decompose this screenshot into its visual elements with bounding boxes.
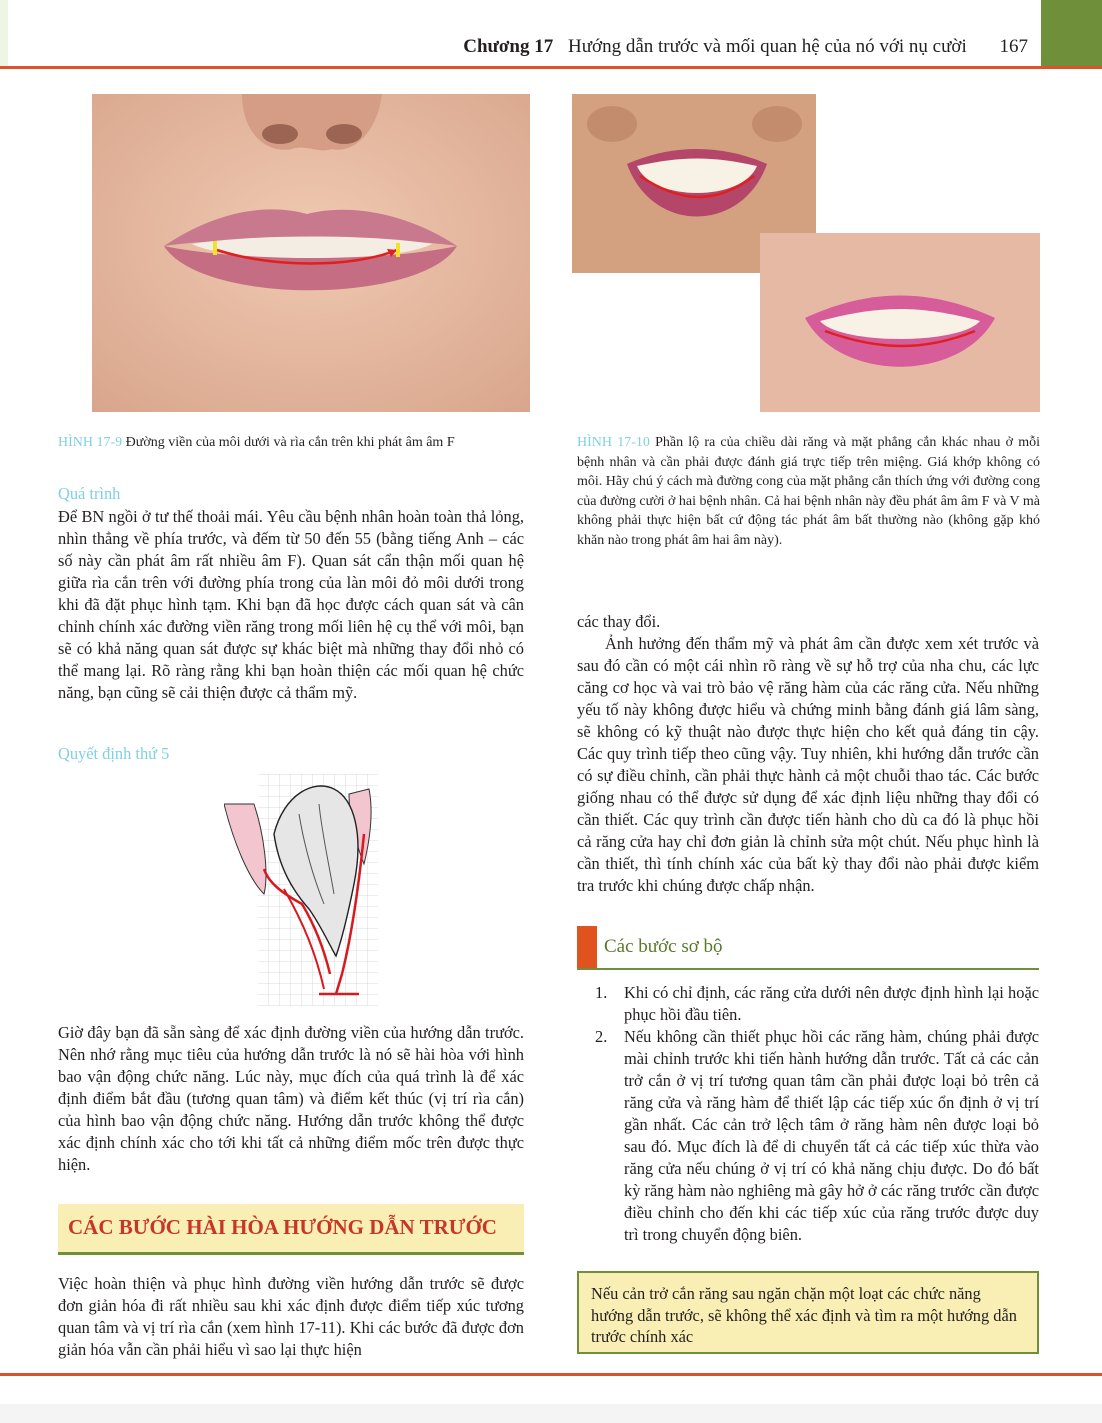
chapter-label: Chương (463, 36, 530, 57)
subsection-marker (577, 926, 597, 968)
heading-process: Quá trình (58, 484, 121, 503)
list-item (577, 982, 1039, 1026)
list-item (577, 1026, 1039, 1246)
paragraph-main-text: Ảnh hưởng đến thẩm mỹ và phát âm cần được xem xét trước và sau đó cần có một cái nhìn rõ ràng về sự hỗ trợ của nha chu, các lực căng cơ học và vai trò bảo vệ răng hàm của các răng cửa. Nếu những yếu tố này không được hiểu và chứng minh bằng đánh giá lâm sàng, sẽ không có kỹ thuật nào được thực hiện cho kết quả đáng tin cậy. Các quy trình tiếp theo cũng vậy. Tuy nhiên, khi hướng dẫn trước cần có sự điều chỉnh, cần phải thực hành cả một chuỗi thao tác. Các bước giống nhau có thể được sử dụng để xác định liệu những thay đổi có cần thiết. Các quy trình cần được tiến hành cho dù ca đó là phục hồi cả răng cửa hay chỉ đơn giản là chỉnh sửa một chút. Nếu phục hình là cần thiết, thì tính chính xác của bất kỳ thay đổi nào phải được kiểm tra trước khi chúng được chấp nhận. (577, 634, 1039, 895)
paragraph-continued (577, 611, 1039, 897)
chapter-title: Hướng dẫn trước và mối quan hệ của nó với nụ cười (568, 36, 967, 57)
step-number: 1. (595, 983, 608, 1002)
step-number: 2. (595, 1027, 608, 1046)
section-title-box (58, 1204, 524, 1255)
section-title: CÁC BƯỚC HÀI HÒA HƯỚNG DẪN TRƯỚC (68, 1215, 497, 1239)
paragraph-continued-text: các thay đổi. (577, 612, 661, 631)
tooth-diagram (224, 774, 384, 1006)
subsection-title: Các bước sơ bộ (604, 936, 723, 957)
paragraph-decision-text: Giờ đây bạn đã sẵn sàng để xác định đường viền của hướng dẫn trước. Nên nhớ rằng mục tiêu của hướng dẫn trước là nó sẽ hài hòa với hình bao vận động chức năng. Lúc này, mục đích của quá trình là để xác định điểm bắt đầu (tương quan tâm) và điểm kết thúc (vị trí rìa cắn) của hình bao vận động chức năng. Hướng dẫn trước không thể được xác định chính xác cho tới khi tất cả những điểm mốc trên được thực hiện. (58, 1023, 524, 1174)
figure-17-9-label: HÌNH 17-9 (58, 435, 123, 450)
chapter-number: 17 (534, 36, 554, 57)
figure-17-10-label: HÌNH 17-10 (577, 435, 650, 450)
figure-17-10-caption (577, 433, 1040, 550)
figure-17-9-caption-text: Đường viền của môi dưới và rìa cắn trên khi phát âm âm F (125, 435, 455, 450)
paragraph-process-text: Để BN ngồi ở tư thế thoải mái. Yêu cầu bệnh nhân hoàn toàn thả lỏng, nhìn thẳng về phía trước, và đếm từ 50 đến 55 (bằng tiếng Anh – các số này cần phát âm rất nhiều âm F). Quan sát cẩn thận mối quan hệ giữa rìa cắn trên với đường phía trong của làn môi đỏ môi dưới trong khi đã đặt phục hình tạm. Khi bạn đã học được cách quan sát và cân chỉnh chính xác đường viền răng trong mối liên hệ cụ thể với môi, bạn sẽ có khả năng quan sát được sự khác biệt mà những thay đổi nhỏ có thể mang lại. Rõ ràng rằng khi bạn hoàn thiện các mối quan hệ chức năng, bạn cũng sẽ cải thiện được cả thẩm mỹ. (58, 507, 524, 702)
note-text: Nếu cản trở cắn răng sau ngăn chặn một loạt các chức năng hướng dẫn trước, sẽ không thể xác định và tìm ra một hướng dẫn trước chính xác (591, 1284, 1017, 1346)
header-chapter-tab (1041, 0, 1102, 66)
footer-rule (0, 1373, 1102, 1376)
figure-17-9-photo (92, 94, 530, 412)
step-text: Nếu không cần thiết phục hồi các răng hàm, chúng phải được mài chỉnh trước khi tiến hành hướng dẫn trước. Tất cả các cản trở cắn ở vị trí tương quan tâm cần phải được loại bỏ trên cả răng cửa và răng hàm để thiết lập các tiếp xúc ổn định ở vị trí gần nhất. Các cản trở lệch tâm ở răng hàm nên được loại bỏ sau đó. Mục đích là để di chuyển tất cả các tiếp xúc thừa vào răng cửa nếu chúng ở vị trí có khả năng chịu được. Do đó bất kỳ răng hàm nào nghiêng mà gây hở ở các răng trước cần được điều chỉnh cho đến khi các tiếp xúc của răng trước được duy trì trong chuyển động biên. (624, 1027, 1039, 1244)
footer-band (0, 1404, 1102, 1423)
steps-list (577, 982, 1039, 1246)
header-left-strip (0, 0, 8, 66)
figure-17-9-caption (58, 433, 528, 453)
header-rule (0, 66, 1102, 69)
paragraph-process (58, 506, 524, 704)
paragraph-decision (58, 1022, 524, 1176)
subsection-rule (577, 968, 1039, 970)
note-box (577, 1271, 1039, 1354)
running-head (463, 36, 1028, 58)
paragraph-section (58, 1273, 524, 1361)
page-number: 167 (999, 36, 1028, 57)
heading-decision: Quyết định thứ 5 (58, 744, 170, 763)
paragraph-section-text: Việc hoàn thiện và phục hình đường viền hướng dẫn trước sẽ được đơn giản hóa đi rất nhiều sau khi xác định được điểm tiếp xúc tương quan tâm và vị trí rìa cắn (xem hình 17-11). Khi các bước đã được đơn giản hóa vẫn cần phải hiểu vì sao lại thực hiện (58, 1274, 524, 1359)
figure-17-10-caption-text: Phần lộ ra của chiều dài răng và mặt phẳng cắn khác nhau ở mỗi bệnh nhân và cần phải được đánh giá trực tiếp trên miệng. Giá khớp không có môi. Hãy chú ý cách mà đường cong của mặt phẳng cắn thích ứng với đường cong của đường cười ở hai bệnh nhân. Cả hai bệnh nhân này đều phát âm âm F và V mà không phải thực hiện bất cứ động tác phát âm bất thường nào (không gặp khó khăn nào trong phát âm hai âm này). (577, 435, 1041, 548)
figure-17-10-photo-bottom (760, 233, 1040, 412)
step-text: Khi có chỉ định, các răng cửa dưới nên được định hình lại hoặc phục hồi đầu tiên. (624, 983, 1039, 1024)
